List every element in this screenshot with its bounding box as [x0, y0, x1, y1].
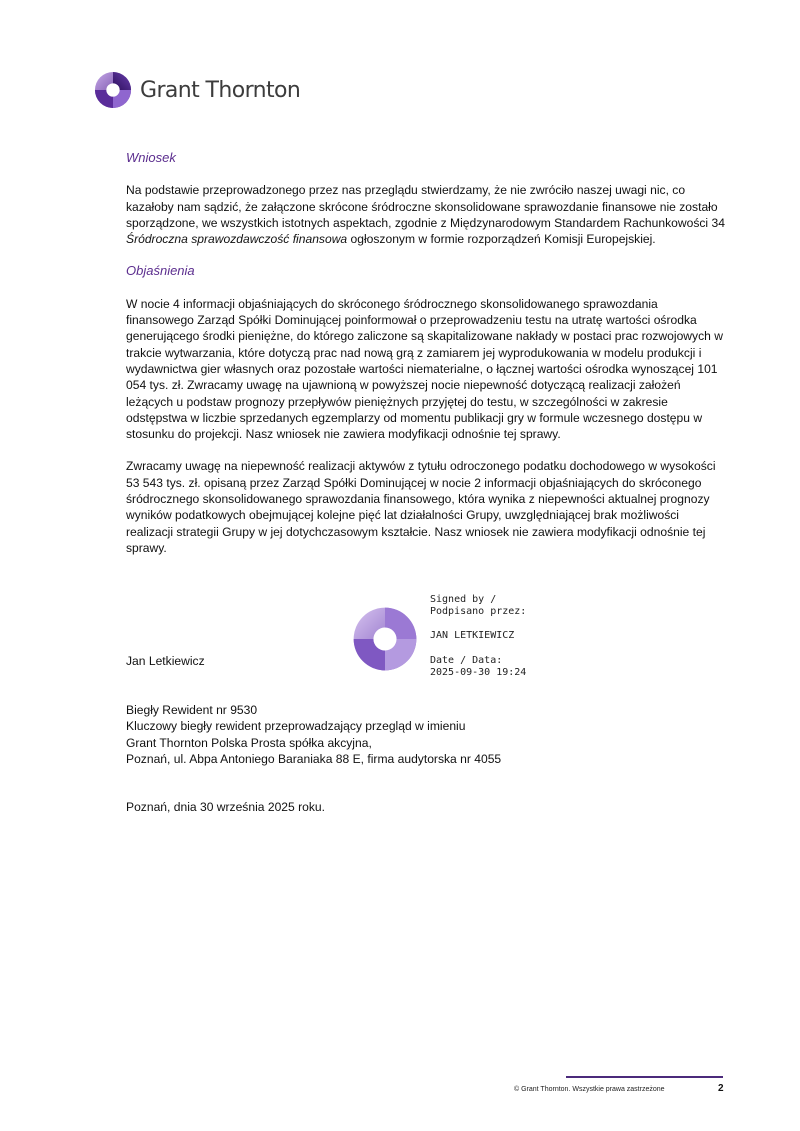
grant-thornton-swirl-icon [94, 71, 132, 109]
conclusion-heading: Wniosek [126, 150, 176, 165]
auditor-line-1: Biegły Rewident nr 9530 [126, 703, 258, 717]
standard-title: Śródroczna sprawozdawczość finansowa [126, 232, 348, 247]
explanation-paragraph-1: W nocie 4 informacji objaśniających do skróconego śródrocznego skonsolidowanego sprawozdania finansowego Zarząd Spółki Dominującej poinformował o przeprowadzeniu testu na utratę wartości ośrodka generującego środki pieniężne, do którego zaliczone są skapitalizowane nakłady w postaci prac rozwojowych w trakcie wytwarzania, które dotyczą prac nad nową grą z zamiarem jej wyprodukowania w modelu produkcji i wydawnictwa gier własnych oraz pozostałe wartości niematerialne, o łącznej wartości ośrodka wynoszącej 101 054 tys. zł. Zwracamy uwagę na ujawnioną w powyższej nocie niepewność dotyczącą realizacji założeń leżących u podstaw prognozy przepływów pieniężnych przyjętej do testu, w szczególności w zakresie odstępstwa w liczbie sprzedanych egzemplarzy od momentu publikacji gry w formule wczesnego dostępu w stosunku do projekcji. Nasz wniosek nie zawiera modyfikacji odnośnie tej sprawy. [126, 296, 723, 442]
footer-divider [566, 1076, 723, 1078]
brand-name: Grant Thornton [140, 77, 301, 103]
explanations-heading: Objaśnienia [126, 263, 195, 279]
auditor-info [126, 702, 501, 767]
signed-by-label: Signed by / [430, 594, 497, 605]
auditor-line-2: Kluczowy biegły rewident przeprowadzający przegląd w imieniu [126, 719, 466, 734]
auditor-line-3: Grant Thornton Polska Prosta spółka akcyjna, [126, 735, 372, 750]
auditor-line-4: Poznań, ul. Abpa Antoniego Baraniaka 88 E, firma audytorska nr 4055 [126, 751, 502, 766]
signature-details [430, 594, 526, 679]
page-number: 2 [718, 1083, 724, 1094]
signed-by-label-pl: Podpisano przez: [430, 606, 527, 618]
footer-copyright: © Grant Thornton. Wszystkie prawa zastrzeżone [514, 1086, 665, 1093]
electronic-signature [352, 594, 612, 684]
conclusion-paragraph: Na podstawie przeprowadzonego przez nas przeglądu stwierdzamy, że nie zwróciło naszej uwagi nic, co kazałoby nam sądzić, że załączone skrócone śródroczne skonsolidowane sprawozdanie finansowe nie zostało sporządzone, we wszystkich istotnych aspektach, zgodnie z Międzynarodowym Standardem Rachunkowości 34 Śródroczna sprawozdawczość finansowa ogłoszonym w formie rozporządzeń Komisji Europejskiej. [126, 183, 725, 247]
place-and-date: Poznań, dnia 30 września 2025 roku. [126, 800, 326, 814]
explanation-paragraph-2: Zwracamy uwagę na niepewność realizacji aktywów z tytułu odroczonego podatku dochodowego w wysokości 53 543 tys. zł. opisaną przez Zarząd Spółki Dominującej w nocie 2 informacji objaśniających do skróconego śródrocznego skonsolidowanego sprawozdania finansowego, która wynika z niepewności aktualnej prognozy wyników podatkowych obejmującej kolejne pięć lat działalności Grupy, uwzględniającej brak możliwości realizacji strategii Grupy w jej dotychczasowym kształcie. Nasz wniosek nie zawiera modyfikacji odnośnie tej sprawy. [126, 459, 716, 555]
date-value: 2025-09-30 19:24 [430, 666, 527, 678]
date-label: Date / Data: [430, 654, 503, 666]
report-body [126, 150, 726, 572]
signer-caps: JAN LETKIEWICZ [430, 630, 515, 642]
signer-name: Jan Letkiewicz [126, 654, 205, 668]
grant-thornton-seal-icon [352, 606, 418, 677]
company-logo [94, 70, 300, 110]
